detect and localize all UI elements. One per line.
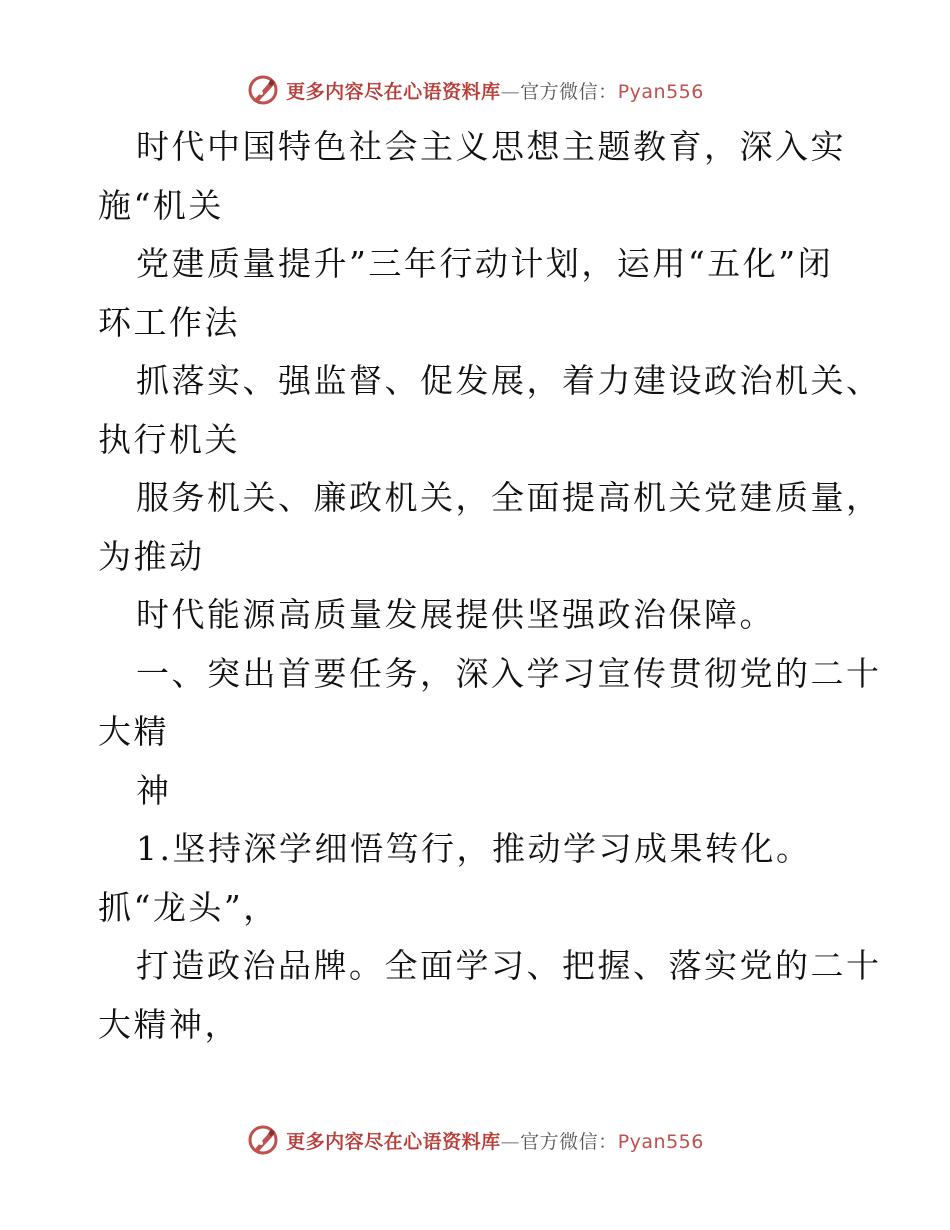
text-line: 时代中国特色社会主义思想主题教育，深入实	[136, 127, 846, 166]
watermark-text	[286, 1127, 704, 1154]
text-line: 时代能源高质量发展提供坚强政治保障。	[136, 595, 775, 634]
watermark-wechat-id: Pyan556	[617, 1130, 704, 1153]
section-heading-line: 大精	[98, 712, 169, 751]
watermark-brand: 更多内容尽在心语资料库	[286, 1130, 501, 1153]
text-line: 抓“龙头”，	[98, 887, 279, 927]
watermark-wechat-label: 官方微信：	[520, 1130, 618, 1153]
text-line: 抓落实、强监督、促发展，着力建设政治机关、	[136, 361, 882, 400]
footer-watermark	[0, 1120, 950, 1160]
pen-logo-icon	[246, 73, 280, 107]
text-line: 党建质量提升”三年行动计划，运用“五化”闭	[136, 244, 834, 283]
text-line: 施“机关	[98, 185, 224, 225]
header-watermark	[0, 70, 950, 110]
text-line: 大精神，	[98, 1004, 240, 1044]
watermark-wechat-id: Pyan556	[617, 80, 704, 103]
section-heading-line: 神	[136, 770, 172, 810]
text-line: 打造政治品牌。全面学习、把握、落实党的二十	[136, 946, 882, 985]
section-heading-line: 一、突出首要任务，深入学习宣传贯彻党的二十	[136, 653, 882, 693]
text-line: 环工作法	[98, 302, 240, 342]
watermark-wechat-label: 官方微信：	[520, 80, 618, 103]
subsection-heading-line: 1.坚持深学细悟笃行，推动学习成果转化。	[136, 829, 812, 868]
watermark-brand: 更多内容尽在心语资料库	[286, 80, 501, 103]
pen-logo-icon	[246, 1123, 280, 1157]
document-body	[98, 118, 882, 1054]
watermark-dash: —	[500, 80, 521, 103]
watermark-dash: —	[500, 1130, 521, 1153]
watermark-text	[286, 77, 704, 104]
text-line: 服务机关、廉政机关，全面提高机关党建质量，	[136, 478, 882, 517]
text-line: 为推动	[98, 536, 205, 576]
text-line: 执行机关	[98, 419, 240, 459]
